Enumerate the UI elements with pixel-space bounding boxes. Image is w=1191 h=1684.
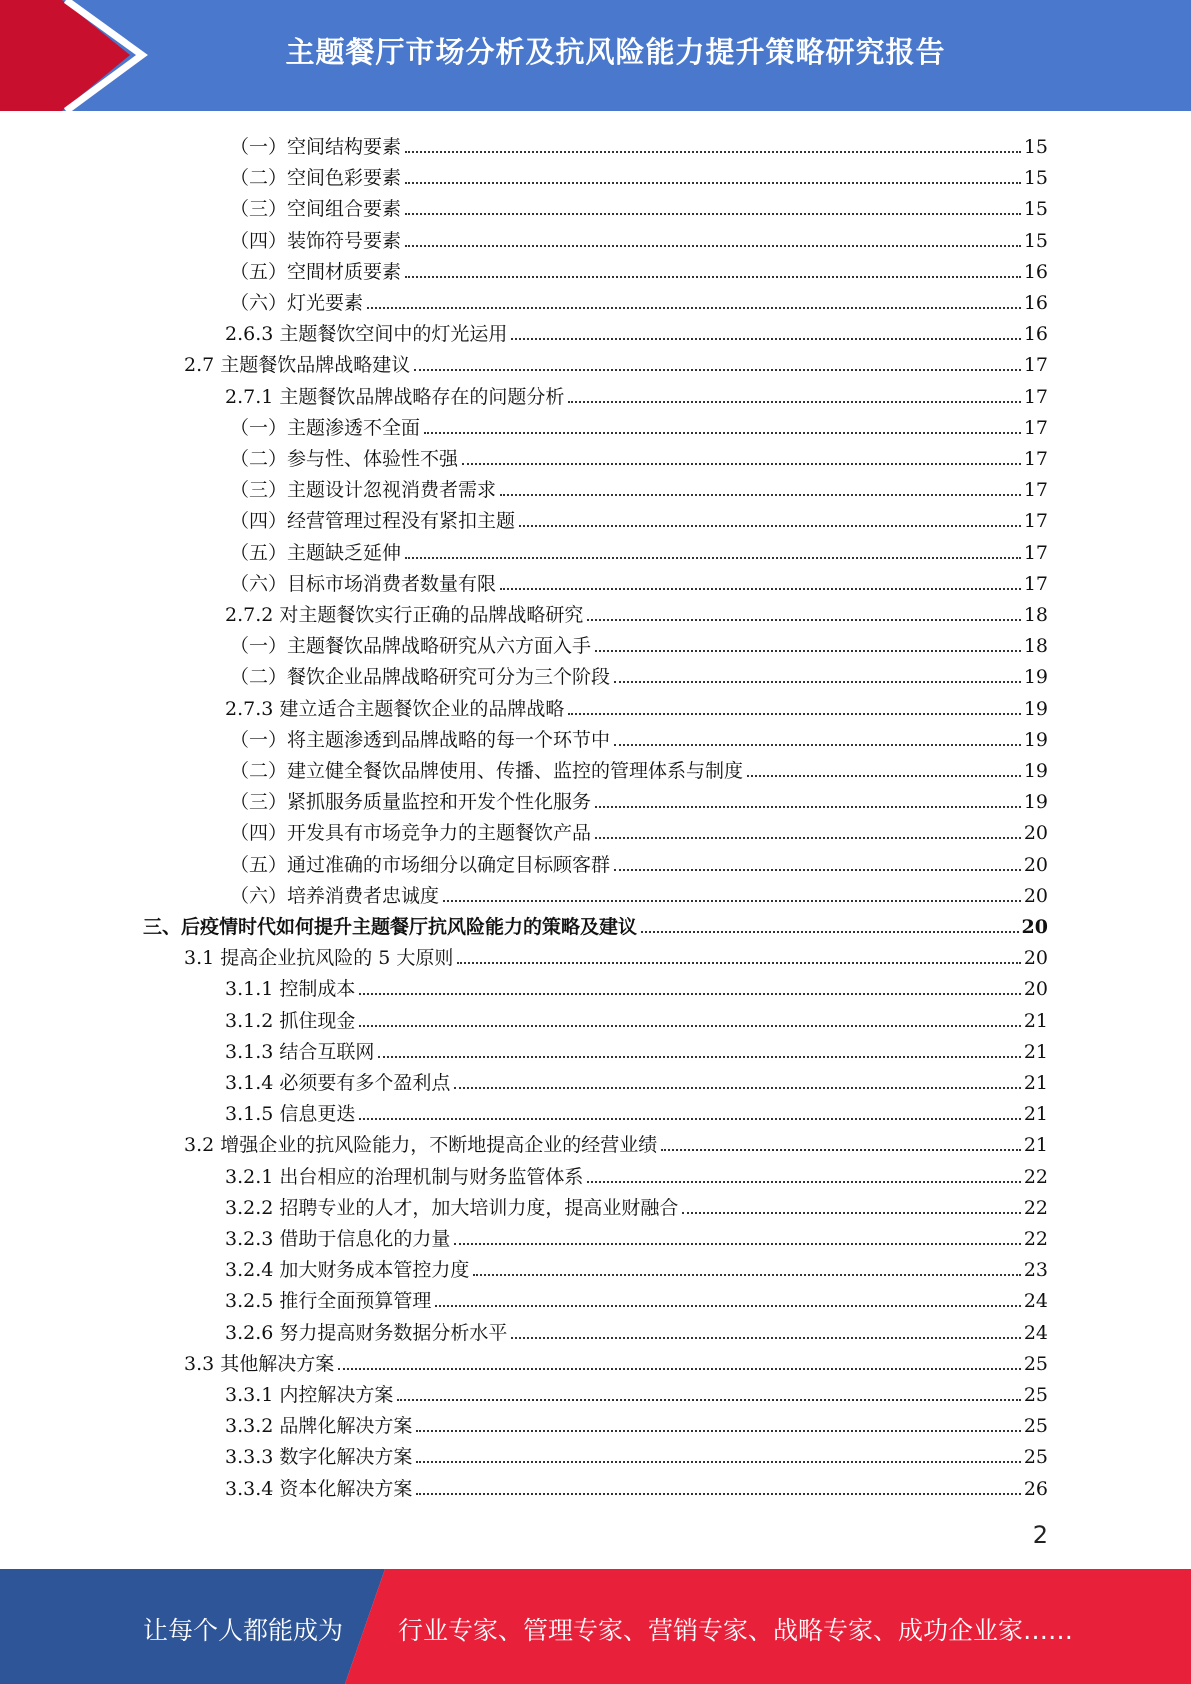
toc-entry-page: 25 [1023, 1415, 1048, 1438]
toc-entry-label: （四）经营管理过程没有紧扣主题 [230, 510, 516, 533]
toc-entry-page: 20 [1023, 947, 1048, 970]
toc-leader-dots [747, 774, 1021, 777]
toc-entry[interactable] [225, 1376, 1048, 1407]
toc-entry-page: 19 [1023, 728, 1048, 751]
toc-entry-label: （二）空间色彩要素 [230, 167, 402, 190]
toc-entry[interactable] [225, 1158, 1048, 1189]
toc-entry-label: 3.1.3 结合互联网 [225, 1040, 375, 1063]
toc-leader-dots [435, 1304, 1020, 1307]
toc-entry-label: （五）主题缺乏延伸 [230, 541, 402, 564]
toc-leader-dots [424, 431, 1021, 434]
toc-leader-dots [405, 150, 1021, 153]
toc-entry-page: 20 [1023, 822, 1048, 845]
toc-entry-label: 3.1.5 信息更迭 [225, 1103, 356, 1126]
toc-leader-dots [359, 1024, 1020, 1027]
toc-entry-page: 20 [1023, 884, 1048, 907]
toc-entry-label: （五）通过准确的市场细分以确定目标顾客群 [230, 853, 611, 876]
toc-entry-page: 24 [1023, 1290, 1048, 1313]
toc-leader-dots [568, 400, 1020, 403]
toc-entry[interactable] [230, 284, 1048, 315]
footer-slogan-left: 让每个人都能成为 [143, 1616, 344, 1645]
toc-entry-page: 17 [1023, 541, 1048, 564]
toc-entry-label: 3.1.2 抓住现金 [225, 1009, 356, 1032]
toc-entry-page: 25 [1023, 1446, 1048, 1469]
page-header [0, 0, 1191, 111]
page-number: 2 [1032, 1521, 1048, 1549]
toc-leader-dots [414, 368, 1021, 371]
toc-leader-dots [405, 212, 1021, 215]
toc-entry-page: 23 [1023, 1259, 1048, 1282]
toc-leader-dots [587, 618, 1020, 621]
toc-entry-label: （二）参与性、体验性不强 [230, 448, 459, 470]
toc-entry-label: 3.3.4 资本化解决方案 [225, 1477, 413, 1500]
toc-leader-dots [338, 1367, 1021, 1370]
toc-entry-page: 16 [1023, 323, 1048, 346]
toc-entry-label: （六）灯光要素 [230, 292, 364, 314]
toc-leader-dots [500, 587, 1021, 590]
toc-entry-page: 15 [1023, 198, 1048, 221]
toc-entry[interactable] [230, 502, 1048, 533]
toc-leader-dots [595, 649, 1021, 652]
toc-entry[interactable] [143, 908, 1048, 939]
toc-leader-dots [661, 1148, 1021, 1151]
toc-leader-dots [405, 275, 1021, 278]
toc-entry[interactable] [230, 222, 1048, 253]
toc-entry-label: 2.6.3 主题餐饮空间中的灯光运用 [225, 323, 508, 346]
toc-entry[interactable] [230, 846, 1048, 877]
toc-entry-label: 3.1.1 控制成本 [225, 978, 356, 1001]
toc-entry-page: 17 [1023, 572, 1048, 595]
toc-entry[interactable] [225, 1438, 1048, 1469]
toc-leader-dots [454, 1086, 1020, 1089]
toc-leader-dots [614, 743, 1021, 746]
toc-entry-label: 3.3.3 数字化解决方案 [225, 1446, 413, 1469]
toc-leader-dots [457, 961, 1020, 964]
toc-entry-page: 21 [1023, 1072, 1048, 1094]
toc-entry-label: （二）餐饮企业品牌战略研究可分为三个阶段 [230, 666, 611, 689]
toc-leader-dots [641, 930, 1019, 933]
toc-leader-dots [378, 1055, 1020, 1058]
toc-entry-page: 16 [1023, 260, 1048, 283]
toc-entry-label: （五）空間材质要素 [230, 260, 402, 283]
toc-leader-dots [359, 992, 1020, 995]
toc-leader-dots [511, 1336, 1020, 1339]
toc-leader-dots [595, 805, 1021, 808]
toc-leader-dots [519, 524, 1021, 527]
report-title: 主题餐厅市场分析及抗风险能力提升策略研究报告 [285, 35, 946, 69]
toc-entry-label: 3.3 其他解决方案 [184, 1352, 335, 1375]
toc-entry-page: 18 [1023, 635, 1048, 658]
toc-entry-label: （六）培养消费者忠诚度 [230, 884, 440, 907]
toc-entry-page: 22 [1023, 1196, 1048, 1219]
toc-entry[interactable] [225, 1282, 1048, 1313]
toc-entry-label: 2.7.1 主题餐饮品牌战略存在的问题分析 [225, 385, 565, 408]
toc-entry-label: （四）装饰符号要素 [230, 229, 402, 252]
toc-entry[interactable] [230, 658, 1048, 689]
toc-leader-dots [405, 556, 1021, 559]
toc-entry[interactable] [225, 315, 1048, 346]
toc-leader-dots [462, 462, 1021, 465]
toc-entry-page: 22 [1023, 1228, 1048, 1250]
toc-entry-page: 21 [1023, 1009, 1048, 1032]
toc-entry[interactable] [230, 440, 1048, 471]
toc-leader-dots [359, 1117, 1020, 1120]
toc-leader-dots [682, 1211, 1020, 1214]
toc-entry-label: 3.2.2 招聘专业的人才，加大培训力度，提高业财融合 [225, 1196, 679, 1219]
toc-entry-page: 25 [1023, 1384, 1048, 1406]
toc-entry-label: 3.3.2 品牌化解决方案 [225, 1415, 413, 1438]
toc-entry[interactable] [225, 1064, 1048, 1095]
toc-leader-dots [511, 337, 1020, 340]
toc-entry-label: （四）开发具有市场竞争力的主题餐饮产品 [230, 822, 592, 845]
toc-entry[interactable] [225, 1407, 1048, 1438]
toc-entry[interactable] [230, 877, 1048, 908]
toc-entry[interactable] [230, 721, 1048, 752]
toc-entry-page: 15 [1023, 167, 1048, 190]
toc-entry[interactable] [225, 1314, 1048, 1345]
toc-entry-page: 17 [1023, 416, 1048, 439]
toc-entry-page: 17 [1023, 479, 1048, 502]
toc-entry-label: （一）主题餐饮品牌战略研究从六方面入手 [230, 635, 592, 658]
toc-entry[interactable] [225, 378, 1048, 409]
toc-entry-label: 3.2.5 推行全面预算管理 [225, 1290, 432, 1313]
toc-entry[interactable] [230, 128, 1048, 159]
toc-entry-page: 21 [1023, 1103, 1048, 1126]
toc-entry[interactable] [225, 1002, 1048, 1033]
toc-entry-label: 3.2 增强企业的抗风险能力，不断地提高企业的经营业绩 [184, 1134, 658, 1157]
toc-entry[interactable] [230, 565, 1048, 596]
toc-entry[interactable] [230, 814, 1048, 845]
toc-entry-label: 2.7.3 建立适合主题餐饮企业的品牌战略 [225, 697, 565, 720]
toc-entry-page: 22 [1023, 1165, 1048, 1188]
toc-entry[interactable] [225, 1251, 1048, 1282]
toc-leader-dots [416, 1492, 1020, 1495]
toc-entry[interactable] [225, 1470, 1048, 1501]
toc-entry[interactable] [230, 752, 1048, 783]
toc-entry-label: （三）空间组合要素 [230, 198, 402, 221]
toc-entry-label: （二）建立健全餐饮品牌使用、传播、监控的管理体系与制度 [230, 760, 744, 782]
toc-entry[interactable] [230, 783, 1048, 814]
toc-entry[interactable] [230, 534, 1048, 565]
toc-leader-dots [587, 1180, 1020, 1183]
toc-leader-dots [568, 712, 1020, 715]
toc-entry-page: 20 [1023, 853, 1048, 876]
toc-entry-page: 15 [1023, 136, 1048, 158]
toc-entry[interactable] [230, 190, 1048, 221]
toc-entry[interactable] [225, 1095, 1048, 1126]
toc-entry[interactable] [225, 690, 1048, 721]
toc-entry-label: 2.7 主题餐饮品牌战略建议 [184, 354, 411, 377]
toc-entry-label: （一）主题渗透不全面 [230, 416, 421, 439]
toc-entry-label: 2.7.2 对主题餐饮实行正确的品牌战略研究 [225, 604, 584, 626]
toc-entry-label: （六）目标市场消费者数量有限 [230, 572, 497, 595]
toc-entry-page: 21 [1023, 1040, 1048, 1063]
toc-leader-dots [416, 1429, 1020, 1432]
toc-entry[interactable] [230, 471, 1048, 502]
toc-entry[interactable] [225, 1033, 1048, 1064]
toc-entry-label: 3.2.4 加大财务成本管控力度 [225, 1259, 470, 1282]
toc-entry[interactable] [230, 627, 1048, 658]
toc-entry[interactable] [184, 939, 1048, 970]
toc-leader-dots [500, 493, 1021, 496]
toc-entry[interactable] [230, 159, 1048, 190]
toc-entry-label: 3.2.1 出台相应的治理机制与财务监管体系 [225, 1165, 584, 1188]
header-arrow-graphic [0, 0, 160, 111]
toc-entry-label: （三）紧抓服务质量监控和开发个性化服务 [230, 791, 592, 814]
toc-entry-label: 三、后疫情时代如何提升主题餐厅抗风险能力的策略及建议 [143, 916, 638, 938]
toc-entry-page: 25 [1023, 1352, 1048, 1375]
toc-leader-dots [416, 1460, 1020, 1463]
toc-entry-label: 3.2.6 努力提高财务数据分析水平 [225, 1321, 508, 1344]
toc-entry-label: 3.3.1 内控解决方案 [225, 1384, 394, 1406]
toc-entry-label: （一）空间结构要素 [230, 136, 402, 158]
toc-entry-page: 19 [1023, 697, 1048, 720]
page-footer [0, 1569, 1191, 1684]
toc-leader-dots [454, 1242, 1020, 1245]
toc-entry[interactable] [225, 970, 1048, 1001]
toc-entry-label: 3.1 提高企业抗风险的 5 大原则 [184, 947, 454, 970]
toc-leader-dots [405, 181, 1021, 184]
toc-entry-page: 20 [1021, 916, 1048, 938]
toc-leader-dots [443, 899, 1021, 902]
toc-entry-page: 24 [1023, 1321, 1048, 1344]
toc-leader-dots [595, 836, 1021, 839]
toc-entry[interactable] [184, 346, 1048, 377]
toc-leader-dots [397, 1398, 1020, 1401]
toc-entry-page: 17 [1023, 448, 1048, 470]
toc-entry-page: 17 [1023, 385, 1048, 408]
toc-entry-page: 17 [1023, 354, 1048, 377]
toc-entry[interactable] [225, 1220, 1048, 1251]
toc-entry[interactable] [225, 596, 1048, 627]
toc-entry-page: 17 [1023, 510, 1048, 533]
toc-leader-dots [473, 1273, 1020, 1276]
toc-entry-page: 16 [1023, 292, 1048, 314]
toc-entry-page: 21 [1023, 1134, 1048, 1157]
toc-entry-page: 18 [1023, 604, 1048, 626]
toc-leader-dots [614, 868, 1021, 871]
toc-entry-page: 19 [1023, 666, 1048, 689]
footer-slogan-right: 行业专家、管理专家、营销专家、战略专家、成功企业家…… [398, 1616, 1074, 1645]
toc-entry[interactable] [184, 1345, 1048, 1376]
toc-entry-label: 3.1.4 必须要有多个盈利点 [225, 1072, 451, 1094]
toc-entry-label: （一）将主题渗透到品牌战略的每一个环节中 [230, 728, 611, 751]
toc-entry[interactable] [230, 253, 1048, 284]
toc-leader-dots [614, 680, 1021, 683]
toc-entry-page: 26 [1023, 1477, 1048, 1500]
toc-entry-page: 19 [1023, 791, 1048, 814]
toc-leader-dots [367, 306, 1021, 309]
toc-entry-page: 19 [1023, 760, 1048, 782]
toc-entry[interactable] [230, 409, 1048, 440]
toc-leader-dots [405, 244, 1021, 247]
toc-entry-page: 20 [1023, 978, 1048, 1001]
toc-entry-page: 15 [1023, 229, 1048, 252]
toc-entry[interactable] [225, 1189, 1048, 1220]
toc-entry-label: 3.2.3 借助于信息化的力量 [225, 1228, 451, 1250]
toc-entry[interactable] [184, 1126, 1048, 1157]
toc-entry-label: （三）主题设计忽视消费者需求 [230, 479, 497, 502]
